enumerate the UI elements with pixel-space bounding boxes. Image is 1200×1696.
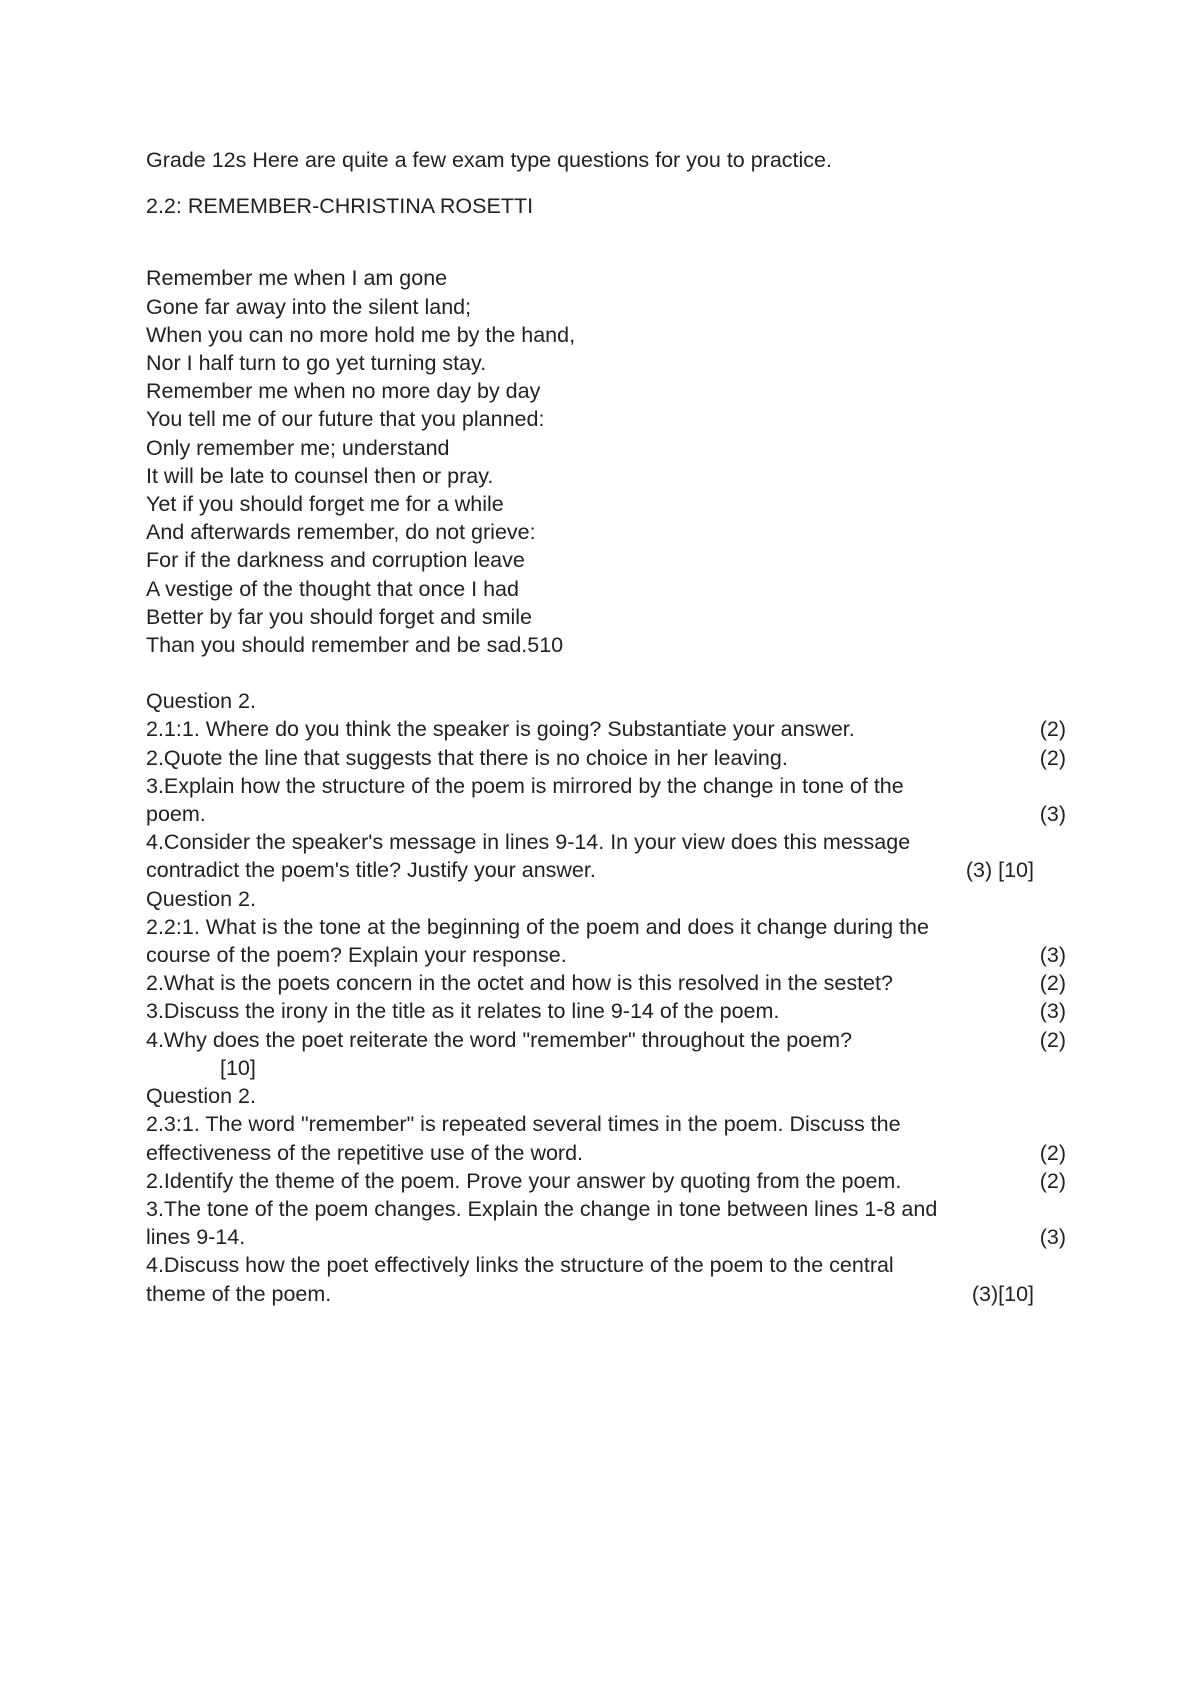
question-text: 2.Identify the theme of the poem. Prove your answer by quoting from the poem. — [146, 1168, 902, 1193]
question-text: 2.What is the poets concern in the octet and how is this resolved in the sestet? — [146, 971, 893, 996]
question-text: poem. — [146, 802, 206, 827]
poem-line: Nor I half turn to go yet turning stay. — [146, 351, 487, 376]
question-text: 4.Consider the speaker's message in lines 9-14. In your view does this message — [146, 830, 911, 855]
question-mark: (3) [10] — [965, 858, 1034, 883]
question-set — [146, 885, 1066, 1082]
question-text: 2.Quote the line that suggests that there is no choice in her leaving. — [146, 745, 788, 770]
poem — [146, 264, 1066, 659]
question-item — [146, 772, 1066, 828]
question-set-title: Question 2. — [146, 1084, 256, 1109]
question-item — [146, 715, 1066, 743]
poem-line: You tell me of our future that you planned: — [146, 407, 545, 432]
question-text: 3.The tone of the poem changes. Explain the change in tone between lines 1-8 and — [146, 1196, 938, 1221]
question-set-total: [10] — [220, 1055, 256, 1080]
question-item — [146, 997, 1066, 1025]
question-text: 3.Discuss the irony in the title as it relates to line 9-14 of the poem. — [146, 999, 780, 1024]
question-item — [146, 744, 1066, 772]
question-text: 2.3:1. The word "remember" is repeated several times in the poem. Discuss the — [146, 1112, 901, 1137]
question-mark: (2) — [1039, 1168, 1066, 1193]
question-mark: (3) — [1039, 943, 1066, 968]
poem-line: Remember me when I am gone — [146, 266, 448, 291]
question-mark: (3) — [1039, 802, 1066, 827]
poem-line: Only remember me; understand — [146, 435, 450, 460]
poem-heading: 2.2: REMEMBER-CHRISTINA ROSETTI — [146, 194, 534, 219]
intro-text: Grade 12s Here are quite a few exam type questions for you to practice. — [146, 148, 832, 172]
question-text: effectiveness of the repetitive use of the word. — [146, 1140, 584, 1165]
document-page — [146, 146, 1066, 1308]
question-text: 2.1:1. Where do you think the speaker is going? Substantiate your answer. — [146, 717, 855, 742]
question-item — [146, 1110, 1066, 1166]
question-item — [146, 913, 1066, 969]
question-set-title: Question 2. — [146, 886, 256, 911]
poem-line: It will be late to counsel then or pray. — [146, 463, 494, 488]
poem-line: And afterwards remember, do not grieve: — [146, 520, 536, 545]
question-set-title: Question 2. — [146, 689, 256, 714]
question-text: lines 9-14. — [146, 1225, 246, 1250]
question-text: 2.2:1. What is the tone at the beginning of the poem and does it change during the — [146, 914, 929, 939]
poem-line: When you can no more hold me by the hand, — [146, 322, 576, 347]
question-set — [146, 1082, 1066, 1308]
questions — [146, 687, 1066, 1307]
question-mark: (3)[10] — [971, 1281, 1034, 1306]
question-text: course of the poem? Explain your response. — [146, 943, 567, 968]
question-item — [146, 1167, 1066, 1195]
question-item — [146, 1195, 1066, 1251]
question-item — [146, 1026, 1066, 1054]
question-mark: (3) — [1039, 1225, 1066, 1250]
question-mark: (3) — [1039, 999, 1066, 1024]
question-item — [146, 828, 1066, 884]
poem-line: Yet if you should forget me for a while — [146, 492, 504, 517]
question-text: 4.Why does the poet reiterate the word "remember" throughout the poem? — [146, 1027, 853, 1052]
question-text: 3.Explain how the structure of the poem is mirrored by the change in tone of the — [146, 773, 904, 798]
poem-line: Than you should remember and be sad.510 — [146, 633, 564, 658]
question-item — [146, 1251, 1066, 1307]
question-text: theme of the poem. — [146, 1281, 332, 1306]
question-mark: (2) — [1039, 1027, 1066, 1052]
question-text: contradict the poem's title? Justify your answer. — [146, 858, 596, 883]
question-mark: (2) — [1039, 971, 1066, 996]
question-mark: (2) — [1039, 717, 1066, 742]
poem-line: Gone far away into the silent land; — [146, 294, 472, 319]
question-item — [146, 969, 1066, 997]
poem-line: Remember me when no more day by day — [146, 379, 541, 404]
poem-line: A vestige of the thought that once I had — [146, 576, 519, 601]
poem-line: For if the darkness and corruption leave — [146, 548, 525, 573]
question-text: 4.Discuss how the poet effectively links the structure of the poem to the central — [146, 1253, 894, 1278]
question-set — [146, 687, 1066, 884]
poem-line: Better by far you should forget and smile — [146, 604, 533, 629]
question-mark: (2) — [1039, 745, 1066, 770]
question-mark: (2) — [1039, 1140, 1066, 1165]
